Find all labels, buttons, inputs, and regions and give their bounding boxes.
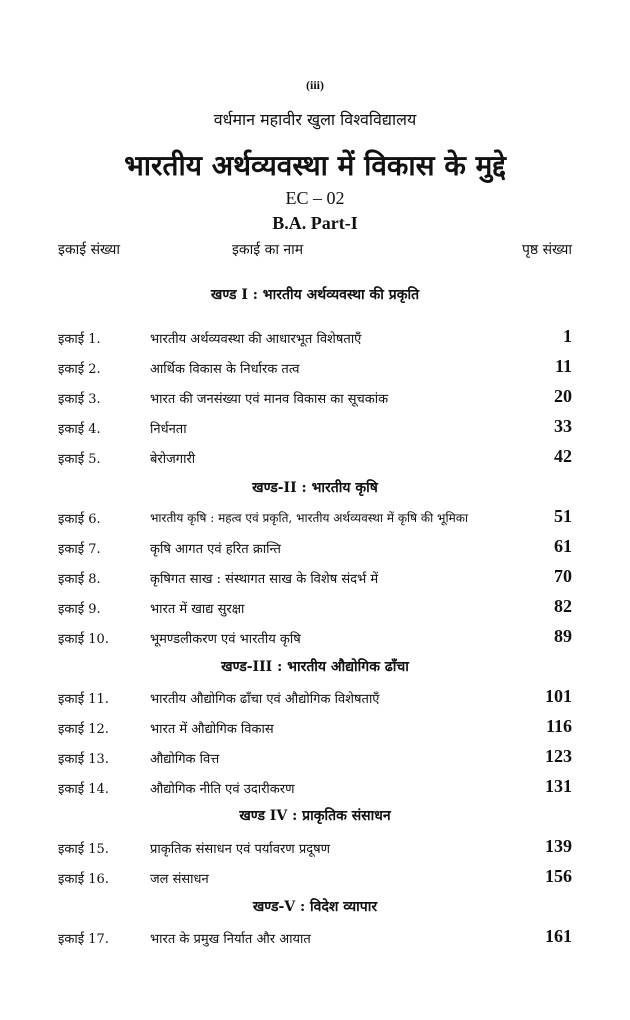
unit-label: इकाई 5. xyxy=(58,452,101,467)
unit-name: औद्योगिक वित्त xyxy=(150,752,220,767)
column-header-unit-name: इकाई का नाम xyxy=(232,242,304,258)
table-row xyxy=(0,596,630,618)
unit-label: इकाई 9. xyxy=(58,602,101,617)
unit-page: 20 xyxy=(554,386,572,406)
unit-page: 101 xyxy=(545,686,572,706)
unit-label: इकाई 14. xyxy=(58,782,109,797)
unit-name: भारतीय कृषि : महत्व एवं प्रकृति, भारतीय अर्थव्यवस्था में कृषि की भूमिका xyxy=(150,511,469,525)
table-row xyxy=(0,836,630,858)
table-row xyxy=(0,416,630,438)
unit-label: इकाई 16. xyxy=(58,872,109,887)
unit-page: 123 xyxy=(545,746,572,766)
table-row xyxy=(0,776,630,798)
unit-page: 42 xyxy=(554,446,572,466)
unit-page: 51 xyxy=(554,506,572,526)
course-code: EC – 02 xyxy=(285,188,345,208)
unit-label: इकाई 8. xyxy=(58,572,101,587)
section-heading: खण्ड IV : प्राकृतिक संसाधन xyxy=(239,808,391,824)
unit-name: भारतीय औद्योगिक ढाँचा एवं औद्योगिक विशेषताएँ xyxy=(150,692,380,707)
section-heading: खण्ड I : भारतीय अर्थव्यवस्था की प्रकृति xyxy=(210,287,420,303)
unit-page: 156 xyxy=(545,866,572,886)
unit-label: इकाई 7. xyxy=(58,542,101,557)
unit-name: भारतीय अर्थव्यवस्था की आधारभूत विशेषताएँ xyxy=(150,332,362,347)
table-row xyxy=(0,626,630,648)
unit-label: इकाई 11. xyxy=(58,692,109,707)
table-row xyxy=(0,446,630,468)
unit-name: प्राकृतिक संसाधन एवं पर्यावरण प्रदूषण xyxy=(150,842,331,857)
table-row xyxy=(0,686,630,708)
unit-name: जल संसाधन xyxy=(150,872,209,887)
section-heading: खण्ड-II : भारतीय कृषि xyxy=(252,480,378,496)
unit-page: 161 xyxy=(545,926,572,946)
unit-label: इकाई 15. xyxy=(58,842,109,857)
unit-page: 89 xyxy=(554,626,572,646)
table-row xyxy=(0,746,630,768)
table-row xyxy=(0,506,630,528)
table-row xyxy=(0,716,630,738)
unit-label: इकाई 10. xyxy=(58,632,109,647)
table-row xyxy=(0,536,630,558)
unit-name: आर्थिक विकास के निर्धारक तत्व xyxy=(150,362,300,377)
section-heading: खण्ड-V : विदेश व्यापार xyxy=(252,899,378,915)
unit-page: 1 xyxy=(563,326,572,346)
page-title: भारतीय अर्थव्यवस्था में विकास के मुद्दे xyxy=(124,149,506,182)
unit-label: इकाई 17. xyxy=(58,932,109,947)
unit-name: भारत में औद्योगिक विकास xyxy=(150,722,274,737)
unit-name: कृषिगत साख : संस्थागत साख के विशेष संदर्भ में xyxy=(150,572,379,587)
unit-label: इकाई 12. xyxy=(58,722,109,737)
unit-name: निर्धनता xyxy=(150,422,187,437)
unit-page: 61 xyxy=(554,536,572,556)
table-row xyxy=(0,326,630,348)
unit-page: 82 xyxy=(554,596,572,616)
unit-page: 116 xyxy=(545,716,572,736)
column-header-unit-number: इकाई संख्या xyxy=(58,242,120,258)
table-row xyxy=(0,866,630,888)
unit-label: इकाई 3. xyxy=(58,392,101,407)
unit-label: इकाई 6. xyxy=(58,512,101,527)
unit-page: 33 xyxy=(554,416,572,436)
unit-label: इकाई 4. xyxy=(58,422,101,437)
unit-page: 131 xyxy=(545,776,572,796)
unit-page: 11 xyxy=(554,356,572,376)
table-row xyxy=(0,386,630,408)
table-row xyxy=(0,566,630,588)
table-row xyxy=(0,356,630,378)
table-row xyxy=(0,926,630,948)
unit-name: भूमण्डलीकरण एवं भारतीय कृषि xyxy=(150,632,301,647)
unit-name: कृषि आगत एवं हरित क्रान्ति xyxy=(150,542,281,557)
page-number: (iii) xyxy=(306,78,324,92)
unit-label: इकाई 13. xyxy=(58,752,109,767)
university-name: वर्धमान महावीर खुला विश्वविद्यालय xyxy=(213,110,417,129)
unit-page: 139 xyxy=(545,836,572,856)
unit-name: औद्योगिक नीति एवं उदारीकरण xyxy=(150,782,295,797)
course-part: B.A. Part-I xyxy=(272,213,358,233)
unit-page: 70 xyxy=(554,566,572,586)
unit-label: इकाई 1. xyxy=(58,332,101,347)
unit-name: बेरोजगारी xyxy=(150,452,196,467)
column-header-page-number: पृष्ठ संख्या xyxy=(521,242,572,258)
section-heading: खण्ड-III : भारतीय औद्योगिक ढाँचा xyxy=(221,659,409,675)
unit-name: भारत के प्रमुख निर्यात और आयात xyxy=(150,932,311,947)
unit-name: भारत की जनसंख्या एवं मानव विकास का सूचकांक xyxy=(150,392,389,407)
unit-label: इकाई 2. xyxy=(58,362,101,377)
unit-name: भारत में खाद्य सुरक्षा xyxy=(150,602,245,617)
